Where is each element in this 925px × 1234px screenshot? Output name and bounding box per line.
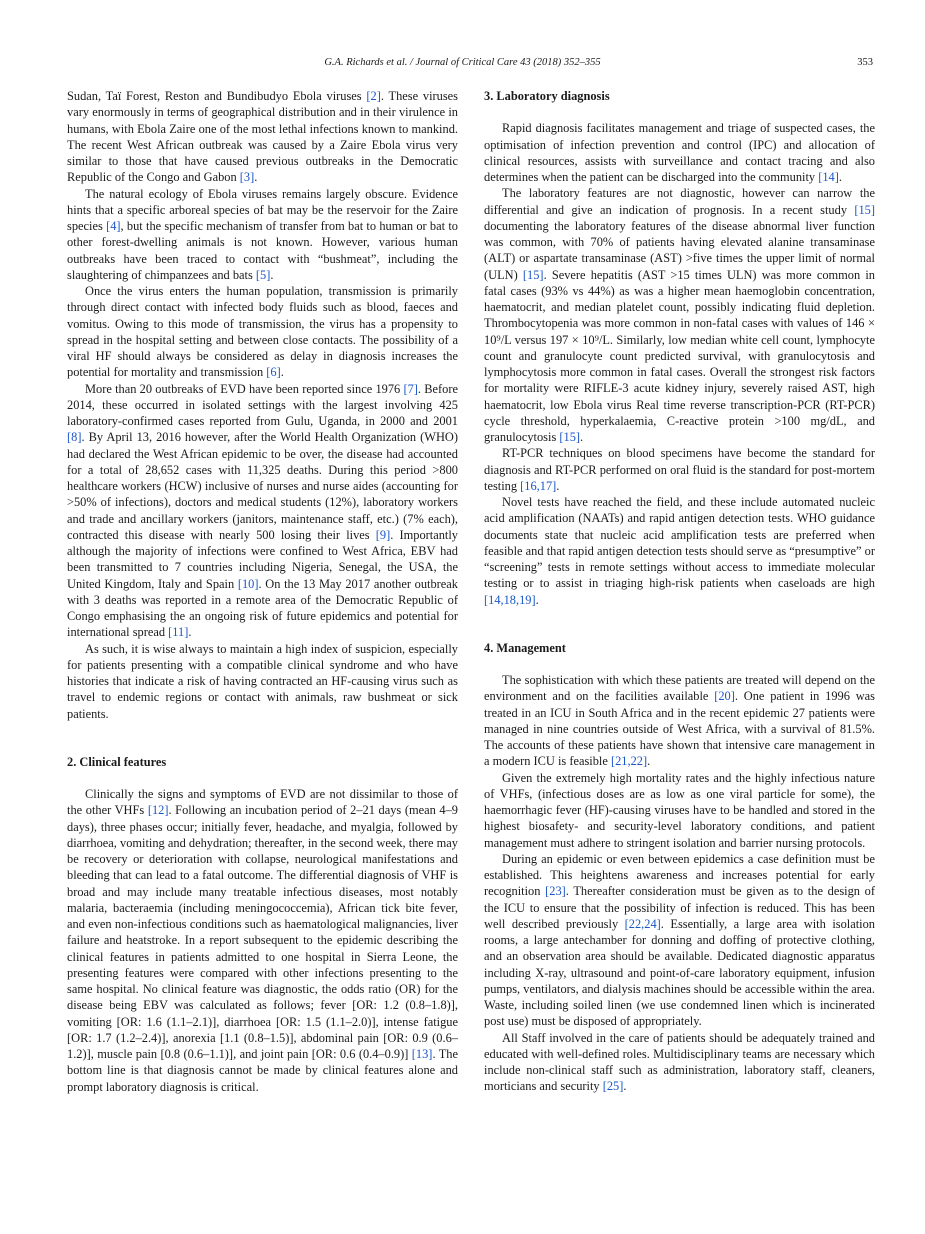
section-heading: 3. Laboratory diagnosis <box>484 89 610 103</box>
citation-link[interactable]: [9] <box>375 527 391 542</box>
citation-link[interactable]: [13] <box>411 1047 433 1061</box>
citation-link[interactable]: [8] <box>67 430 82 445</box>
paragraph: The natural ecology of Ebola viruses remains largely obscure. Evidence hints that a specific arboreal species of bat may be the reservoir for the Zaire species [4], but the specific mechanism of transfer from bat to human or bat to other forest-dwelling animals is not known. However, various human outbreaks have been traced to contact with “bushmeat”, including the slaughtering of chimpanzees and bats [5]. <box>67 186 458 282</box>
paragraph: Sudan, Taï Forest, Reston and Bundibudyo Ebola viruses [2]. These viruses vary enormously in terms of geographical distribution and in their virulence in humans, with Ebola Zaire one of the most lethal infections known to mankind. The recent West African outbreak was caused by a Zaire Ebola virus very similar to those that have caused previous outbreaks in the Democratic Republic of the Congo and Gabon [3]. <box>67 89 459 185</box>
paragraph: Novel tests have reached the field, and these include automated nucleic acid amplification (NAATs) and rapid antigen detection tests. WHO guidance documents state that nucleic acid amplification tests are preferred when feasible and that rapid antigen detection tests should serve as “presumptive” or “screening” tests in remote settings without access to immediate molecular testing or to assist in triaging high-risk patients when caseloads are high [14,18,19]. <box>484 495 875 607</box>
right-column <box>484 88 875 1095</box>
citation-link[interactable]: [14,18,19] <box>484 592 536 607</box>
citation-link[interactable]: [7] <box>403 381 418 396</box>
paragraph: Given the extremely high mortality rates and the highly infectious nature of VHFs, (infectious doses are as low as one viral particle for some), the haemorrhagic fever (HF)-causing viruses have to be handled and stored in the highest biosafety- and security-level laboratory conditions, and patient management must adhere to stringent isolation and barrier nursing protocols. <box>484 770 875 850</box>
paragraph: During an epidemic or even between epidemics a case definition must be established. This heightens awareness and increases potential for early recognition [23]. Thereafter consideration must be given as to the design of the ICU to ensure that the possibility of infection is reduced. This has been well described previously [22,24]. Essentially, a large area with isolation rooms, a large antechamber for donning and doffing of protective clothing, and an observation area should be available. Dedicated diagnostic apparatus including X-ray, ultrasound and point-of-care laboratory equipment, infusion pumps, ventilators, and dialysis machines should be accessible within the area. Waste, including soiled linen (we use condemned linen which is incinerated post use) must be disposed of appropriately. <box>484 851 875 1029</box>
citation-link[interactable]: [3] <box>239 170 255 185</box>
citation-link[interactable]: [5] <box>255 267 271 282</box>
citation-link[interactable]: [15] <box>854 202 875 217</box>
paragraph: More than 20 outbreaks of EVD have been reported since 1976 [7]. Before 2014, these occurred in isolated settings with the largest involving 425 laboratory-confirmed cases reported from Gulu, Uganda, in 2000 and 2001 [8]. By April 13, 2016 however, after the World Health Organization (WHO) had declared the West African epidemic to be over, the disease had accounted for a total of 28,652 cases with 11,325 deaths. During this period >800 healthcare workers (HCW) inclusive of nurses and nurse aides (accounting for >50% of infections), doctors and medical students (12%), laboratory workers and trade and ancillary workers (janitors, maintenance staff, etc.) (7% each), contracted this disease with nearly 500 losing their lives [9]. Importantly although the majority of infections were confined to West Africa, EBV had been transmitted to 7 countries including Nigeria, Senegal, the USA, the United Kingdom, Italy and Spain [10]. On the 13 May 2017 another outbreak with 3 deaths was reported in a remote area of the Democratic Republic of Congo emphasising the an ongoing risk of future epidemics and potential for international spread [11]. <box>67 381 458 640</box>
citation-link[interactable]: [6] <box>266 365 281 380</box>
citation-link[interactable]: [12] <box>147 803 169 818</box>
running-title: G.A. Richards et al. / Journal of Critical Care 43 (2018) 352–355 <box>324 57 601 68</box>
page-number: 353 <box>857 57 873 68</box>
section-heading: 4. Management <box>484 640 566 655</box>
paragraph: All Staff involved in the care of patients should be adequately trained and educated with well-defined roles. Multidisciplinary teams are necessary which include non-clinical staff such as administration, laboratory staff, cleaners, morticians and security [25]. <box>484 1030 875 1094</box>
citation-link[interactable]: [4] <box>106 219 121 233</box>
citation-link[interactable]: [14] <box>818 170 839 184</box>
citation-link[interactable]: [2] <box>366 89 381 103</box>
citation-link[interactable]: [15] <box>559 430 581 444</box>
paragraph: Rapid diagnosis facilitates management and triage of suspected cases, the optimisation of infection prevention and control (IPC) and allocation of clinical resources, assists with surveillance and contact tracing and also determines when the patient can be discharged into the community [14]. <box>484 121 875 184</box>
citation-link[interactable]: [20] <box>714 689 735 704</box>
citation-link[interactable]: [23] <box>545 884 566 899</box>
citation-link[interactable]: [25] <box>602 1079 624 1094</box>
citation-link[interactable]: [16,17] <box>520 478 557 493</box>
paragraph: Clinically the signs and symptoms of EVD are not dissimilar to those of the other VHFs [12]. Following an incubation period of 2–21 days (mean 4–9 days), three phases occur; initially fever, headache, and myalgia, followed by diarrhoea, vomiting and dehydration; thereafter, in the second week, there may be recovery or deterioration with collapse, neurological manifestations and bleeding that can lead to a fatal outcome. The differential diagnosis of VHF is broad and may include many treatable infectious diseases, most notably malaria, bacteraemia (including meningococcemia), African tick bite fever, and even non-infectious conditions such as haematological malignancies, liver failure and heatstroke. In a report subsequent to the epidemic describing the clinical features in patients admitted to one hospital in Sierra Leone, the presenting features were compared with other infections presenting to the same hospital. No clinical feature was diagnostic, the odds ratio (OR) for the disease being EBV was calculated as follows; fever [OR: 1.2 (0.8–1.8)], vomiting [OR: 1.6 (1.1–2.1)], diarrhoea [OR: 1.5 (1.1–2.0)], intense fatigue [OR: 1.7 (1.2–2.4)], anorexia [1.1 (0.8–1.5)], abdominal pain [OR: 0.9 (0.6–1.2)], muscle pain [0.8 (0.6–1.1)], and joint pain [OR: 0.6 (0.4–0.9)] [13]. The bottom line is that diagnosis cannot be made by clinical features alone and prompt laboratory diagnosis is critical. <box>67 787 458 1094</box>
paragraph: The laboratory features are not diagnostic, however can narrow the differential and give an indication of prognosis. In a recent study [15] documenting the laboratory features of the disease abnormal liver function was common, with 70% of patients having elevated alanine transaminase (ALT) or aspartate transaminase (AST) >five times the upper limit of normal (ULN) [15]. Severe hepatitis (AST >15 times ULN) was more common in fatal cases (93% vs 44%) as was a higher mean haemoglobin concentration, haematocrit, and median platelet count, possibly indicating fluid depletion. Thrombocytopenia was more common in non-fatal cases with values of 146 × 10⁹/L versus 197 × 10⁹/L. Similarly, low median white cell count, lymphocyte count and granulocyte count predicted survival, with granulocytosis and lymphocytosis more common in fatal cases. Overall the strongest risk factors for mortality were RIFLE-3 acute kidney injury, severely raised AST, high haematocrit, low Ebola virus Real time reverse transcription-PCR (RT-PCR) cycle threshold, hyperkalaemia, C-reactive protein >100 mg/dL, and granulocytosis [15]. <box>484 186 875 444</box>
paragraph: As such, it is wise always to maintain a high index of suspicion, especially for patients presenting with a compatible clinical syndrome and who have histories that indicate a risk of having contracted an HF-causing virus such as travel to endemic regions or contact with animals, raw bushmeat or sick patients. <box>67 641 458 721</box>
paragraph: Once the virus enters the human population, transmission is primarily through direct contact with infected body fluids such as blood, faeces and vomitus. Owing to this mode of transmission, the virus has a propensity to spread in the hospital setting and between close contacts. The possibility of a viral HF should always be considered as delay in diagnosis increases the potential for mortality and transmission [6]. <box>67 284 458 380</box>
left-column <box>67 88 458 1095</box>
running-header <box>0 57 925 73</box>
section-heading: 2. Clinical features <box>67 754 167 769</box>
citation-link[interactable]: [21,22] <box>610 754 648 769</box>
citation-link[interactable]: [15] <box>522 267 544 282</box>
paragraph: RT-PCR techniques on blood specimens have become the standard for diagnosis and RT-PCR performed on oral fluid is the standard for post-mortem testing [16,17]. <box>484 446 875 493</box>
paragraph: The sophistication with which these patients are treated will depend on the environment and on the facilities available [20]. One patient in 1996 was treated in an ICU in South Africa and in the recent epidemic 27 patients were managed in nine countries outside of West Africa, with a survival of 81.5%. The accounts of these patients have shown that intensive care management in a modern ICU is feasible [21,22]. <box>484 673 875 769</box>
citation-link[interactable]: [10] <box>237 576 259 591</box>
citation-link[interactable]: [11] <box>168 625 189 640</box>
citation-link[interactable]: [22,24] <box>624 916 661 931</box>
